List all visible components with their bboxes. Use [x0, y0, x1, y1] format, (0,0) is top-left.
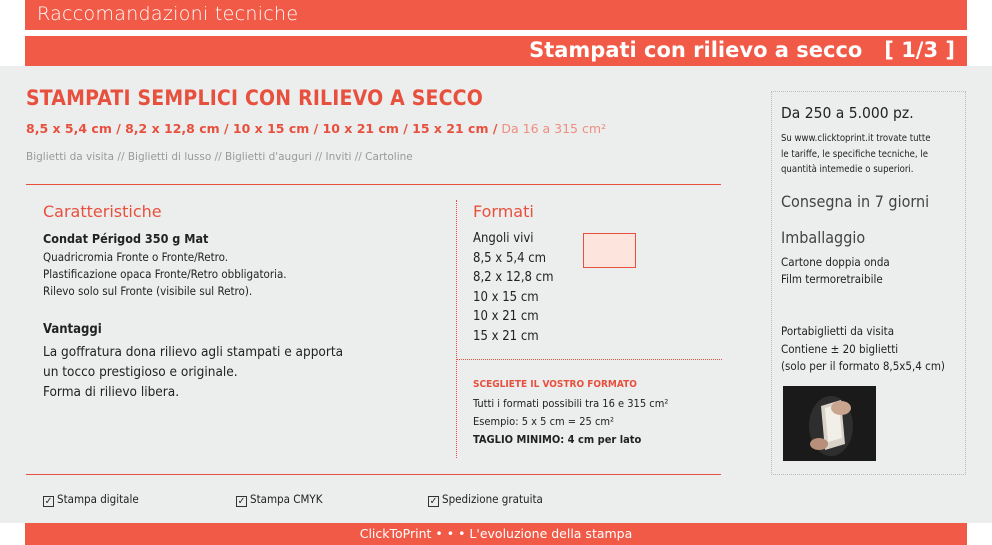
sizes-range: Da 16 a 315 cm² [497, 121, 607, 136]
vantaggi-list [43, 342, 343, 402]
page-title: Stampati con rilievo a secco [ 1/3 ] [529, 38, 955, 62]
format-swatch [583, 233, 636, 268]
footer-bar [25, 523, 967, 545]
formati-list [473, 229, 554, 346]
caratteristiche-line: Plastificazione opaca Fronte/Retro obbligatoria. [43, 267, 287, 281]
formati-item: 10 x 21 cm [473, 309, 539, 324]
vantaggi-line: La goffratura dona rilievo agli stampati e apporta [43, 344, 344, 360]
paper-name: Condat Périgod 350 g Mat [43, 231, 209, 246]
feature-cmyk [236, 492, 323, 506]
product-heading: STAMPATI SEMPLICI CON RILIEVO A SECCO [26, 86, 484, 110]
top-divider [26, 184, 721, 185]
uses-line: Biglietti da visita // Biglietti di lusso // Biglietti d'auguri // Inviti // Cartoline [26, 151, 413, 163]
caratteristiche-list [43, 249, 287, 300]
delivery: Consegna in 7 giorni [781, 192, 930, 211]
formati-item: Angoli vivi [473, 231, 534, 246]
formati-divider [456, 359, 722, 360]
caratteristiche-line: Quadricromia Fronte o Fronte/Retro. [43, 250, 229, 264]
note-line: quantità intemedie o superiori. [781, 164, 914, 175]
note-line: le tariffe, le specifiche tecniche, le [781, 148, 928, 160]
packaging-line: Film termoretraibile [781, 272, 883, 286]
choose-format-text [473, 395, 668, 449]
check-icon: ✓ [44, 496, 53, 507]
card-holder-photo [783, 386, 876, 461]
holder-line: Contiene ± 20 biglietti [781, 341, 899, 356]
title-bar [25, 36, 967, 66]
choose-format-title: SCEGLIETE IL VOSTRO FORMATO [473, 379, 637, 390]
formati-title: Formati [473, 202, 534, 221]
check-icon: ✓ [429, 496, 438, 507]
packaging-list [781, 254, 890, 288]
footer-text: ClickToPrint • • • L'evoluzione della stampa [359, 526, 633, 541]
column-divider [456, 200, 457, 458]
holder-info [781, 323, 945, 376]
feature-label: Stampa CMYK [250, 492, 323, 506]
choose-line: Esempio: 5 x 5 cm = 25 cm² [473, 415, 615, 428]
formati-item: 10 x 15 cm [473, 289, 539, 305]
feature-digital [43, 492, 139, 506]
vantaggi-title: Vantaggi [43, 322, 102, 337]
choose-line: Tutti i formati possibili tra 16 e 315 cm² [473, 397, 669, 410]
section-title: Raccomandazioni tecniche [37, 3, 299, 25]
vantaggi-line: Forma di rilievo libera. [43, 384, 180, 400]
feature-label: Stampa digitale [57, 492, 139, 506]
formati-item: 15 x 21 cm [473, 328, 539, 344]
feature-label: Spedizione gratuita [442, 492, 543, 506]
feature-shipping [428, 492, 543, 506]
quantity-note [781, 131, 931, 178]
holder-line: (solo per il formato 8,5x5,4 cm) [781, 359, 945, 373]
sizes-list: 8,5 x 5,4 cm / 8,2 x 12,8 cm / 10 x 15 cm / 10 x 21 cm / 15 x 21 cm / [26, 121, 498, 136]
min-cut: TAGLIO MINIMO: 4 cm per lato [473, 433, 642, 446]
header-bar [25, 0, 967, 30]
vantaggi-line: un tocco prestigioso e originale. [43, 364, 238, 380]
note-line: Su www.clicktoprint.it trovate tutte [781, 133, 931, 144]
formati-item: 8,5 x 5,4 cm [473, 250, 547, 266]
bottom-divider [26, 474, 721, 475]
holder-line: Portabiglietti da visita [781, 324, 895, 338]
formati-item: 8,2 x 12,8 cm [473, 270, 554, 285]
quantity: Da 250 a 5.000 pz. [781, 104, 914, 122]
check-icon: ✓ [237, 496, 246, 507]
caratteristiche-line: Rilevo solo sul Fronte (visibile sul Retro). [43, 284, 253, 298]
sizes-line [26, 121, 606, 136]
packaging-line: Cartone doppia onda [781, 255, 890, 269]
caratteristiche-title: Caratteristiche [43, 202, 162, 221]
packaging-title: Imballaggio [781, 228, 866, 247]
